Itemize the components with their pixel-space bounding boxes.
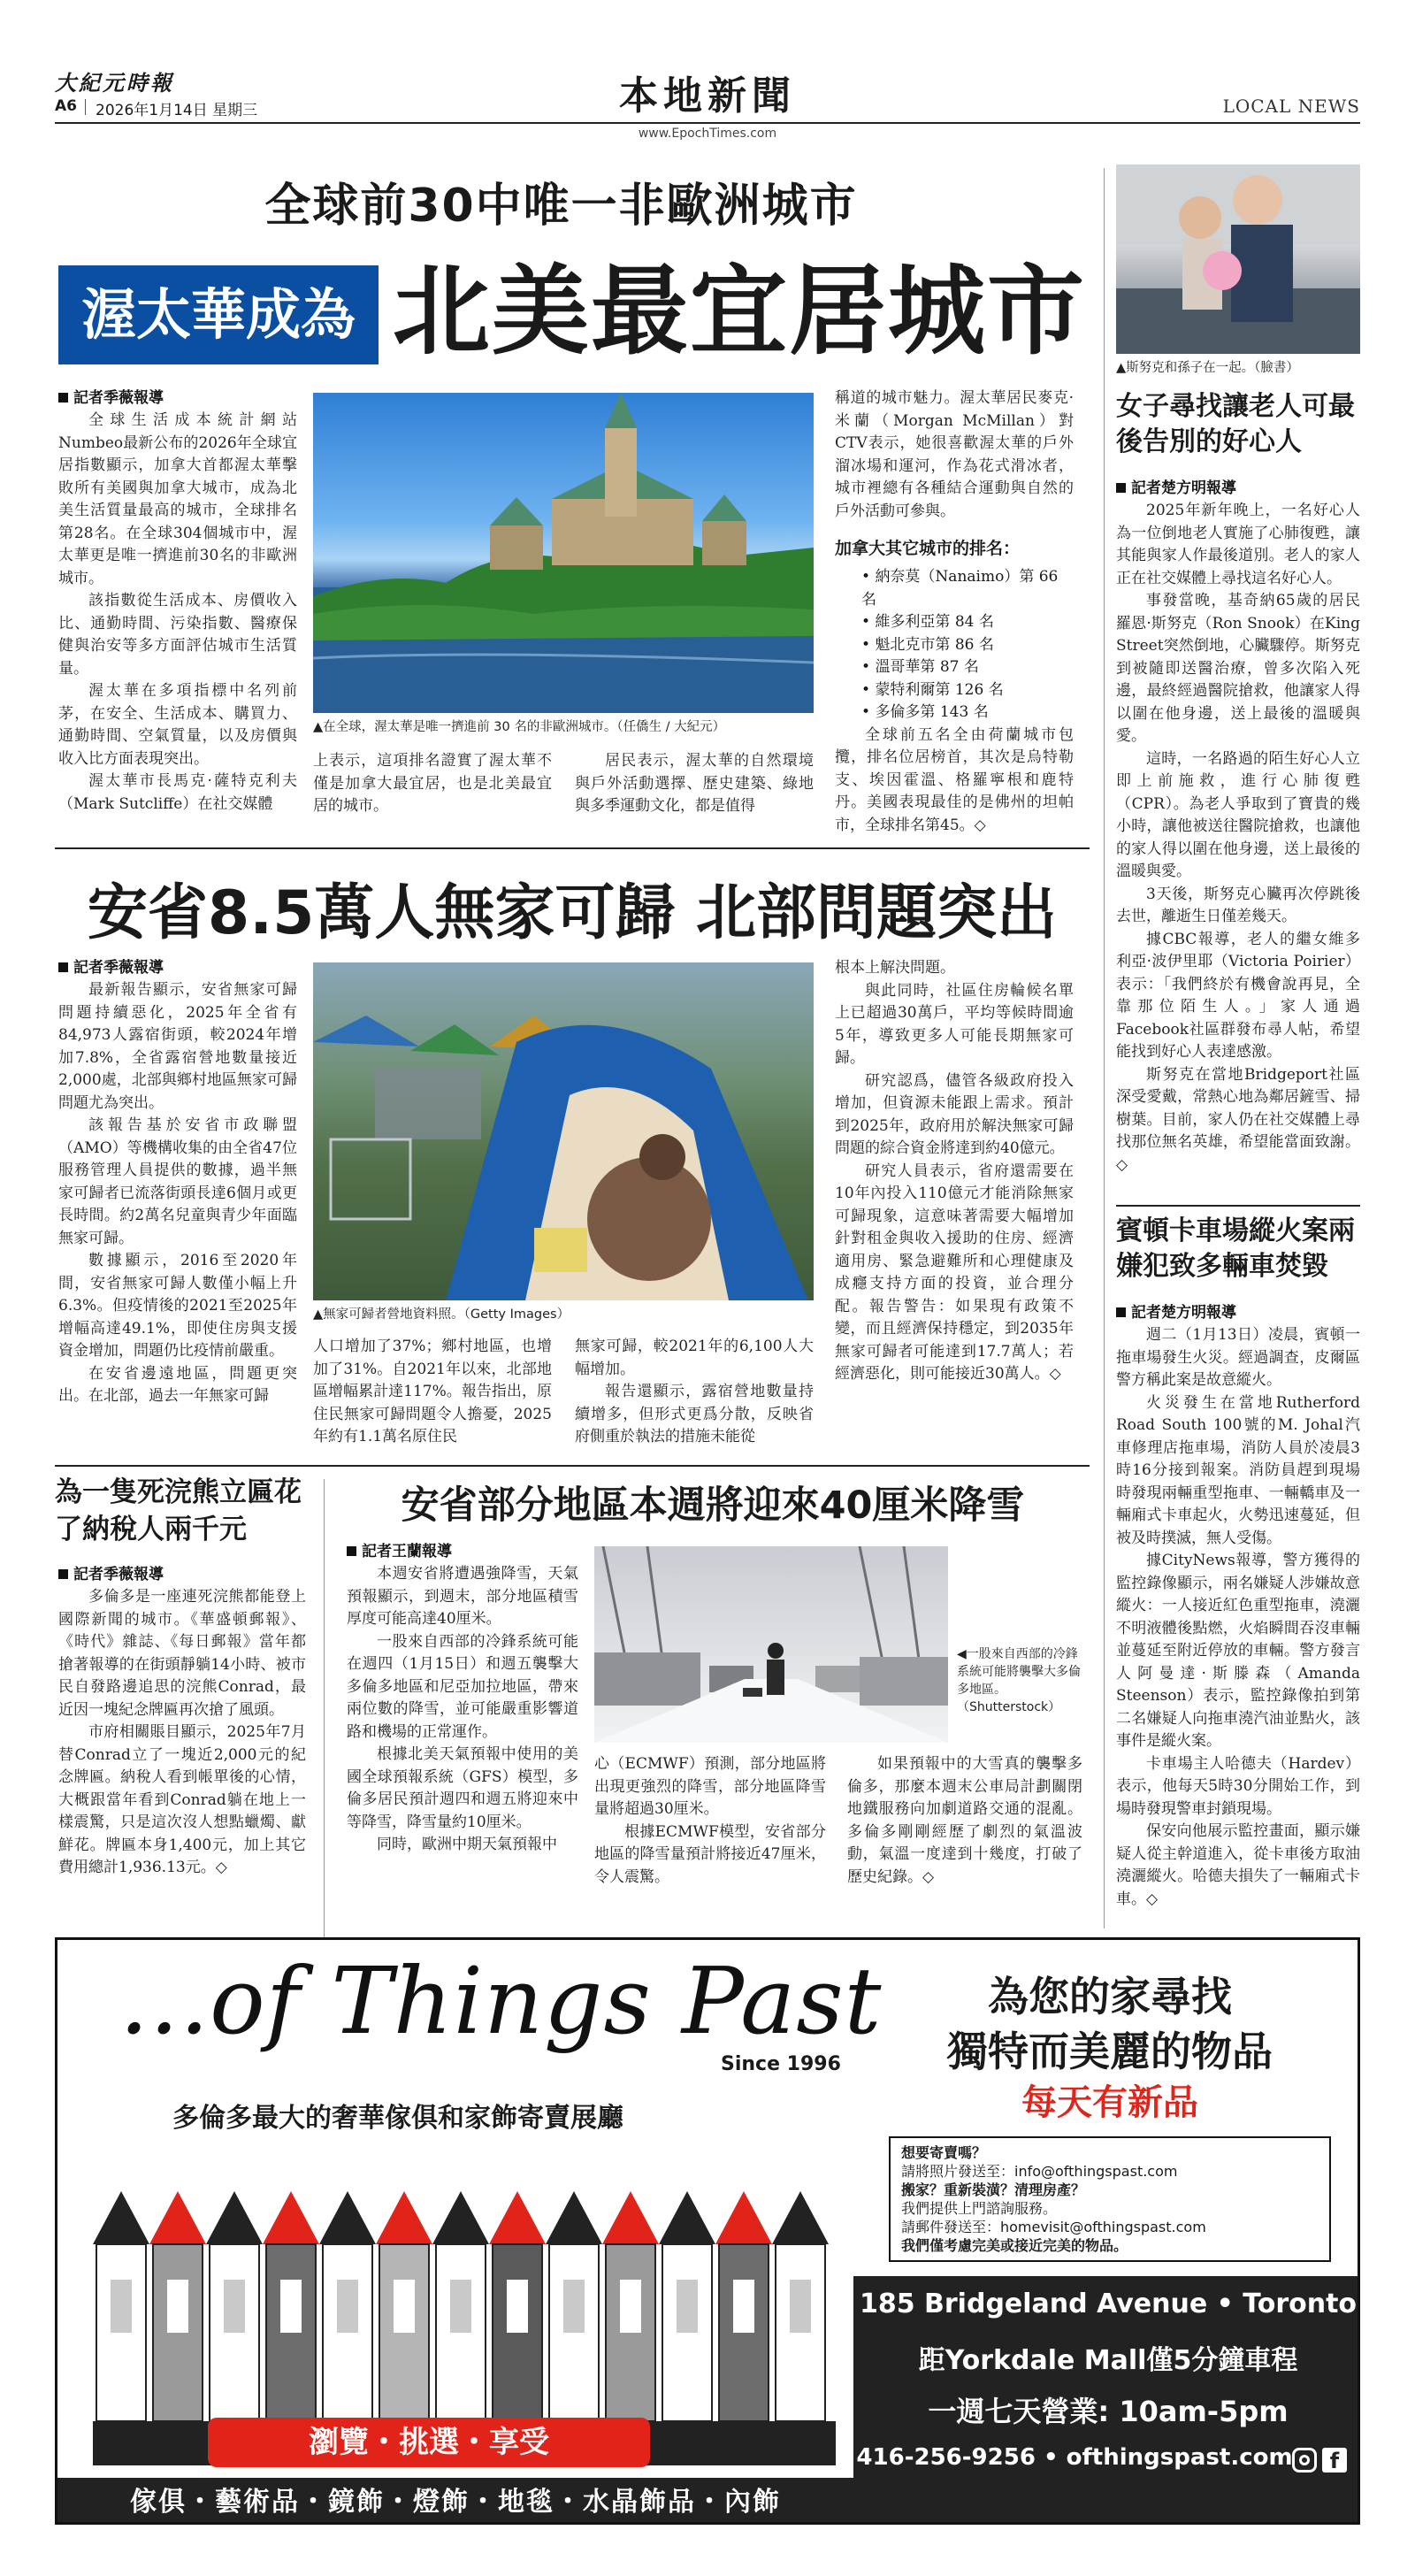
ad-heading-3: 每天有新品 — [1021, 2082, 1198, 2123]
raccoon-headline: 為一隻死浣熊立匾花了納稅人兩千元 — [55, 1476, 302, 1545]
ad-heading-1: 為您的家尋找 — [988, 1973, 1232, 2020]
homeless-camp-photo — [313, 962, 814, 1300]
house-window — [677, 2280, 698, 2333]
instagram-icon[interactable] — [1292, 2448, 1317, 2472]
ad-hours: 一週七天營業: 10am-5pm — [928, 2395, 1289, 2428]
house-window — [224, 2280, 245, 2333]
raccoon-col — [58, 1564, 306, 1880]
masthead-rule — [55, 122, 1360, 124]
raccoon-body: 多倫多是一座連死浣熊都能登上國際新聞的城市。《華盛頓郵報》、《時代》雜誌、《每日郵報》當年都搶著報導的在街頭靜躺14小時、被市民自發路邊追思的浣熊Conrad，最近因一塊紀念牌匾再次搶了風頭。 市府相關賬目顯示，2025年7月替Conrad立了一塊近2,000元的紀念牌匾。納稅人看到帳單後的心情，大概跟當年看到Conrad躺在地上一樣震驚，只是這次沒人想點蠟燭、獻鮮花。牌匾本身1,400元，加上其它費用總計1,936.13元。◇ — [58, 1588, 306, 1876]
page-number: A6 — [55, 97, 77, 115]
ottawa-photo-caption: ▲在全球，渥太華是唯一擠進前 30 名的非歐洲城市。（任僑生 / 大紀元） — [313, 720, 726, 734]
snook-photo — [1116, 165, 1360, 354]
lead-body-2: 上表示，這項排名證實了渥太華不僅是加拿大最宜居，也是北美最宜居的城市。 — [313, 752, 552, 815]
homeless-body-4: 根本上解決問題。 與此同時，社區住房輪候名單上已超過30萬戶，平均等候時間逾5年，導致更多人可能長期無家可歸。 研究認爲，儘管各級政府投入增加，但資源未能跟上需求。預計到2025年，政府用於解決無家可歸問題的綜合資金將達到約40億元。 研究人員表示，省府還需要在10年內投入110億元才能消除無家可歸現象，這意味著需要大幅增加針對租金與收入援助的住房、經濟適用房、緊急避難所和心理健康及成癮支持方面的投資，並合理分配。報告警告：如果現有政策不變，而且經濟保持穩定，到2035年無家可歸者可能達到17.7萬人；若經濟惡化，則可能接近30萬人。◇ — [835, 959, 1074, 1383]
ad-bottom-bar: 傢俱・藝術品・鏡飾・燈飾・地毯・水晶飾品・內飾 — [57, 2478, 853, 2525]
site-url[interactable]: www.EpochTimes.com — [638, 126, 777, 141]
facebook-icon[interactable]: f — [1322, 2448, 1347, 2472]
house-window — [280, 2280, 302, 2333]
snow-headline: 安省部分地區本週將迎來40厘米降雪 — [401, 1484, 1025, 1528]
column-divider — [324, 1479, 325, 1939]
snook-body: 2025年新年晚上，一名好心人為一位倒地老人實施了心肺復甦，讓其能與家人作最後道別。老人的家人正在社交媒體上尋找這名好心人。 事發當晚，基奇納65歲的居民羅恩·斯努克（Ron Snook）在King Street突然倒地，心臟驟停。斯努克到被隨即送醫治療，曾多次陷入死邊，最終經過醫院搶救，他讓家人得以圍在他身邊，送上最後的溫暖與愛。 這時，一名路過的陌生好心人立即上前施救，進行心肺復甦（CPR）。為老人爭取到了寶貴的幾小時，讓他被送往醫院搶救，也讓他的家人得以圍在他身邊，送上最後的溫暖與愛。 3天後，斯努克心臟再次停跳後去世，離逝生日僅差幾天。 據CBC報導，老人的繼女維多利亞·波伊里耶（Victoria Poirier）表示：「我們終於有機會說再見，全靠那位陌生人。」家人通過Facebook社區群發布尋人帖，希望能找到好心人表達感激。 斯努克在當地Bridgeport社區深受愛戴，常熱心地為鄰居鏟雪、掃樹葉。目前，家人仍在社交媒體上尋找那位無名英雄，希望能當面致謝。◇ — [1116, 502, 1360, 1174]
snow-photo — [594, 1546, 948, 1743]
sidebar-divider — [1104, 168, 1105, 1928]
ad-since: Since 1996 — [721, 2053, 841, 2075]
list-item: • 蒙特利爾第 126 名 — [861, 679, 1074, 702]
arson-col — [1116, 1302, 1360, 1911]
snook-col — [1116, 478, 1360, 1177]
lead-body-1: 全球生活成本統計網站Numbeo最新公布的2026年全球宜居指數顯示，加拿大首都渥太華擊敗所有美國與加拿大城市，成為北美生活質量最高的城市，全球排名第28名。在全球304個城市中，渥太華更是唯一擠進前30名的非歐洲城市。 該指數從生活成本、房價收入比、通勤時間、污染指數、醫療保健與治安等多方面評估城市生活質量。 渥太華在多項指標中名列前茅，在安全、生活成本、購買力、通勤時間、空氣質量，以及房價與收入比方面表現突出。 渥太華市長馬克·薩特克利夫（Mark Sutcliffe）在社交媒體 — [58, 411, 297, 813]
snow-body-2: 心（ECMWF）預測，部分地區將出現更強烈的降雪，部分地區降雪量將超過30厘米。 根據ECMWF模型，安省部分地區的降雪量預計將接近47厘米，令人震驚。 — [594, 1755, 826, 1886]
house-window — [620, 2280, 641, 2333]
house-window — [167, 2280, 188, 2333]
arson-byline: 記者楚方明報導 — [1116, 1302, 1360, 1324]
lead-kicker: 全球前30中唯一非歐洲城市 — [264, 180, 858, 233]
lead-col-1 — [58, 387, 297, 816]
house-window — [394, 2280, 415, 2333]
homeless-bottom-rule — [55, 1465, 1090, 1467]
section-title: 本地新聞 — [619, 73, 796, 119]
ottawa-photo — [313, 393, 814, 713]
ad-address: 185 Bridgeland Avenue • Toronto — [859, 2288, 1358, 2319]
lead-tag: 渥太華成為 — [58, 265, 379, 364]
issue-date: 2026年1月14日 星期三 — [96, 102, 258, 119]
ad-box[interactable] — [55, 1937, 1360, 2525]
homeless-body-3: 無家可歸，較2021年的6,100人大幅增加。 報告還顯示，露宿營地數量持續增多，但形式更爲分散，反映省府側重於執法的措施未能從 — [575, 1338, 814, 1445]
ad-contact[interactable]: 416-256-9256 • ofthingspast.com — [856, 2444, 1293, 2471]
masthead-logo[interactable]: 大紀元時報 — [55, 70, 174, 96]
list-item: • 多倫多第 143 名 — [861, 702, 1074, 724]
section-title-en: LOCAL NEWS — [1222, 96, 1360, 117]
lead-headline: 北美最宜居城市 — [393, 255, 1086, 368]
house-window — [507, 2280, 528, 2333]
lead-bottom-rule — [55, 847, 1090, 849]
lead-byline: 記者季薇報導 — [58, 387, 297, 410]
house-window — [733, 2280, 754, 2333]
list-item: • 溫哥華第 87 名 — [861, 656, 1074, 679]
lead-body-3: 居民表示，渥太華的自然環境與戶外活動選擇、歷史建築、綠地與多季運動文化，都是值得 — [575, 752, 814, 815]
rank-list — [835, 566, 1074, 724]
list-item: • 維多利亞第 84 名 — [861, 611, 1074, 634]
lead-body-5: 全球前五名全由荷蘭城市包攬，排名位居榜首，其次是烏特勒支、埃因霍溫、格羅寧根和鹿特丹。美國表現最佳的是佛州的坦帕市，全球排名第45。◇ — [835, 725, 1074, 834]
ad-yorkdale: 距Yorkdale Mall僅5分鐘車程 — [918, 2345, 1298, 2376]
house-window — [790, 2280, 811, 2333]
house-window — [563, 2280, 585, 2333]
snook-byline: 記者楚方明報導 — [1116, 478, 1360, 500]
house-window — [337, 2280, 358, 2333]
homeless-body-1: 最新報告顯示，安省無家可歸問題持續惡化，2025年全省有84,973人露宿街頭，較2024年增加7.8%，全省露宿營地數量接近2,000處，北部與鄉村地區無家可歸問題尤為突出。 該報告基於安省市政聯盟（AMO）等機構收集的由全省47位服務管理人員提供的數據，過半無家可歸者已流落街頭長達6個月或更長時間。約2萬名兒童與青少年面臨無家可歸。 數據顯示，2016至2020年間，安省無家可歸人數僅小幅上升6.3%。但疫情後的2021至2025年增幅高達49.1%，即使住房與支援資金增加，問題仍比疫情前嚴重。 在安省邊遠地區，問題更突出。在北部，過去一年無家可歸 — [58, 981, 297, 1405]
arson-headline: 賓頓卡車場縱火案兩嫌犯致多輛車焚毀 — [1116, 1215, 1355, 1282]
lead-body-4: 稱道的城市魅力。渥太華居民麥克·米蘭（Morgan McMillan）對CTV表示，她很喜歡渥太華的戶外溜冰場和運河，作為花式滑冰者，城市裡總有各種結合運動與自然的戶外活動可參與。 — [835, 389, 1074, 520]
snook-headline: 女子尋找讓老人可最後告別的好心人 — [1116, 391, 1355, 457]
raccoon-byline: 記者季薇報導 — [58, 1564, 306, 1586]
ad-heading-2: 獨特而美麗的物品 — [947, 2028, 1273, 2075]
list-item: • 魁北克市第 86 名 — [861, 634, 1074, 657]
ad-info-box: 想要寄賣嗎？ 請將照片發送至：info@ofthingspast.com 搬家？重新裝潢？清理房產？ 我們提供上門諮詢服務。 請郵件發送至：homevisit@ofthingspast.com 我們僅考慮完美或接近完美的物品。 — [889, 2136, 1331, 2262]
homeless-byline: 記者季薇報導 — [58, 957, 297, 979]
lead-col-4 — [835, 387, 1074, 837]
ad-banner: 瀏覽・挑選・享受 — [208, 2418, 650, 2467]
snook-photo-caption: ▲斯努克和孫子在一起。（臉書） — [1116, 361, 1299, 375]
sidebar-story-rule — [1116, 1205, 1360, 1207]
house-window — [111, 2280, 132, 2333]
house-window — [450, 2280, 471, 2333]
homeless-headline: 安省8.5萬人無家可歸 北部問題突出 — [87, 878, 1058, 948]
ad-tagline: 多倫多最大的奢華傢俱和家飾寄賣展廳 — [172, 2103, 623, 2134]
snow-photo-caption: ◀一股來自西部的冷鋒系統可能將襲擊大多倫多地區。（Shutterstock） — [957, 1647, 1081, 1714]
arson-body: 週二（1月13日）凌晨，賓頓一拖車場發生火災。經過調查，皮爾區警方稱此案是故意縱火。 火災發生在當地Rutherford Road South 100號的M. Johal汽車修理店拖車場，消防人員於凌晨3時16分接到報案。消防員趕到現場時發現兩輛重型拖車、一輛轎車及一輛廂式卡車起火，火勢迅速蔓延，但被及時撲滅，無人受傷。 據CityNews報導，警方獲得的監控錄像顯示，兩名嫌疑人涉嫌故意縱火：一人接近紅色重型拖車，澆灑不明液體後點燃，火焰瞬間吞沒車輛並蔓延至附近停放的車輛。警方發言人阿曼達·斯滕森（Amanda Steenson）表示，監控錄像拍到第二名嫌疑人向拖車澆汽油並點火，該事件是縱火案。 卡車場主人哈德夫（Hardev）表示，他每天5時30分開始工作，到場時發現警車封鎖現場。 保安向他展示監控畫面，顯示嫌疑人從主幹道進入，從卡車後方取油澆灑縱火。哈德夫損失了一輛廂式卡車。◇ — [1116, 1326, 1360, 1908]
snow-col-1 — [347, 1541, 578, 1857]
homeless-col-1 — [58, 957, 297, 1408]
snow-byline: 記者王蘭報導 — [347, 1541, 578, 1563]
snow-body-1: 本週安省將遭遇強降雪，天氣預報顯示，到週末，部分地區積雪厚度可能高達40厘米。 一股來自西部的冷鋒系統可能在週四（1月15日）和週五襲擊大多倫多地區和尼亞加拉地區，帶來兩位數的降雪，並可能嚴重影響道路和機場的正常運作。 根據北美天氣預報中使用的美國全球預報系統（GFS）模型，多倫多居民預計週四和週五將迎來中等降雪，降雪量約10厘米。 同時，歐洲中期天氣預報中 — [347, 1565, 578, 1853]
list-item: • 納奈莫（Nanaimo）第 66 名 — [861, 566, 1074, 611]
homeless-photo-caption: ▲無家可歸者營地資料照。（Getty Images） — [313, 1307, 570, 1322]
ad-logo: ...of Things Past — [119, 1947, 883, 2055]
homeless-body-2: 人口增加了37%；鄉村地區，也增加了31%。自2021年以來，北部地區增幅累計達117%。報告指出，原住民無家可歸問題令人擔憂，2025年約有1.1萬名原住民 — [313, 1338, 552, 1445]
snow-body-3: 如果預報中的大雪真的襲擊多倫多，那麼本週末公車局計劃關閉地鐵服務向加劇道路交通的混亂。多倫多剛剛經歷了劇烈的氣溫波動，氣溫一度達到十幾度，打破了歷史紀錄。◇ — [847, 1755, 1082, 1886]
rank-list-heading: 加拿大其它城市的排名： — [835, 539, 1021, 558]
